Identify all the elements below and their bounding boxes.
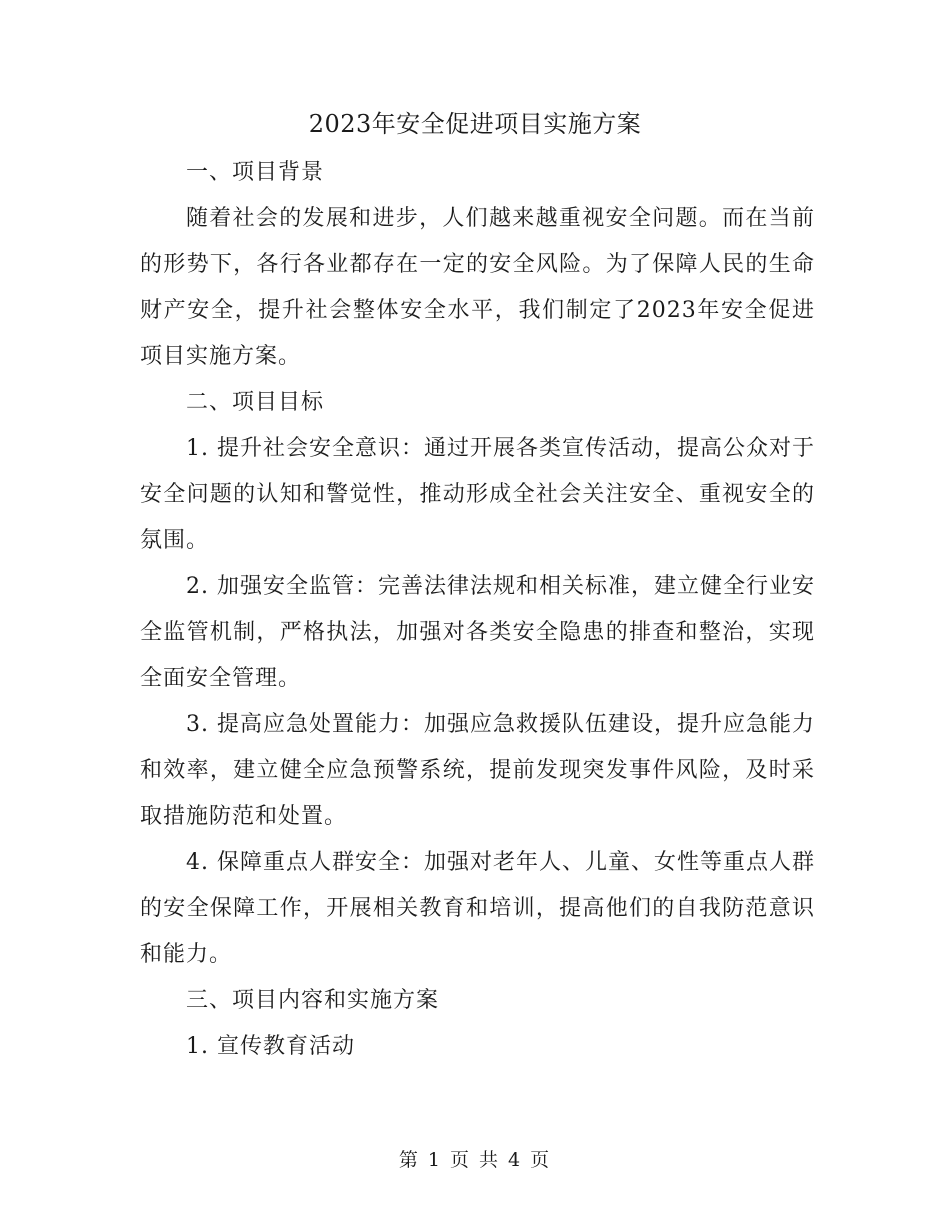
section-heading-content: 三、项目内容和实施方案 <box>186 988 440 1013</box>
goal-item-4: 4. 保障重点人群安全：加强对老年人、儿童、女性等重点人群的安全保障工作，开展相关教育和培训，提高他们的自我防范意识和能力。 <box>140 850 815 967</box>
section-heading-background: 一、项目背景 <box>186 160 325 185</box>
content-item-1: 1. 宣传教育活动 <box>186 1034 355 1059</box>
goal-item-1: 1. 提升社会安全意识：通过开展各类宣传活动，提高公众对于安全问题的认知和警觉性，推动形成全社会关注安全、重视安全的氛围。 <box>140 436 815 553</box>
page-footer: 第 1 页 共 4 页 <box>398 1149 552 1171</box>
document-title: 2023年安全促进项目实施方案 <box>308 110 642 138</box>
section-heading-goals: 二、项目目标 <box>186 390 325 415</box>
document-body <box>140 150 815 1070</box>
paragraph-background: 随着社会的发展和进步，人们越来越重视安全问题。而在当前的形势下，各行各业都存在一定的安全风险。为了保障人民的生命财产安全，提升社会整体安全水平，我们制定了2023年安全促进项目实施方案。 <box>140 206 815 369</box>
goal-item-2: 2. 加强安全监管：完善法律法规和相关标准，建立健全行业安全监管机制，严格执法，加强对各类安全隐患的排查和整治，实现全面安全管理。 <box>140 574 815 691</box>
goal-item-3: 3. 提高应急处置能力：加强应急救援队伍建设，提升应急能力和效率，建立健全应急预警系统，提前发现突发事件风险，及时采取措施防范和处置。 <box>140 712 815 829</box>
